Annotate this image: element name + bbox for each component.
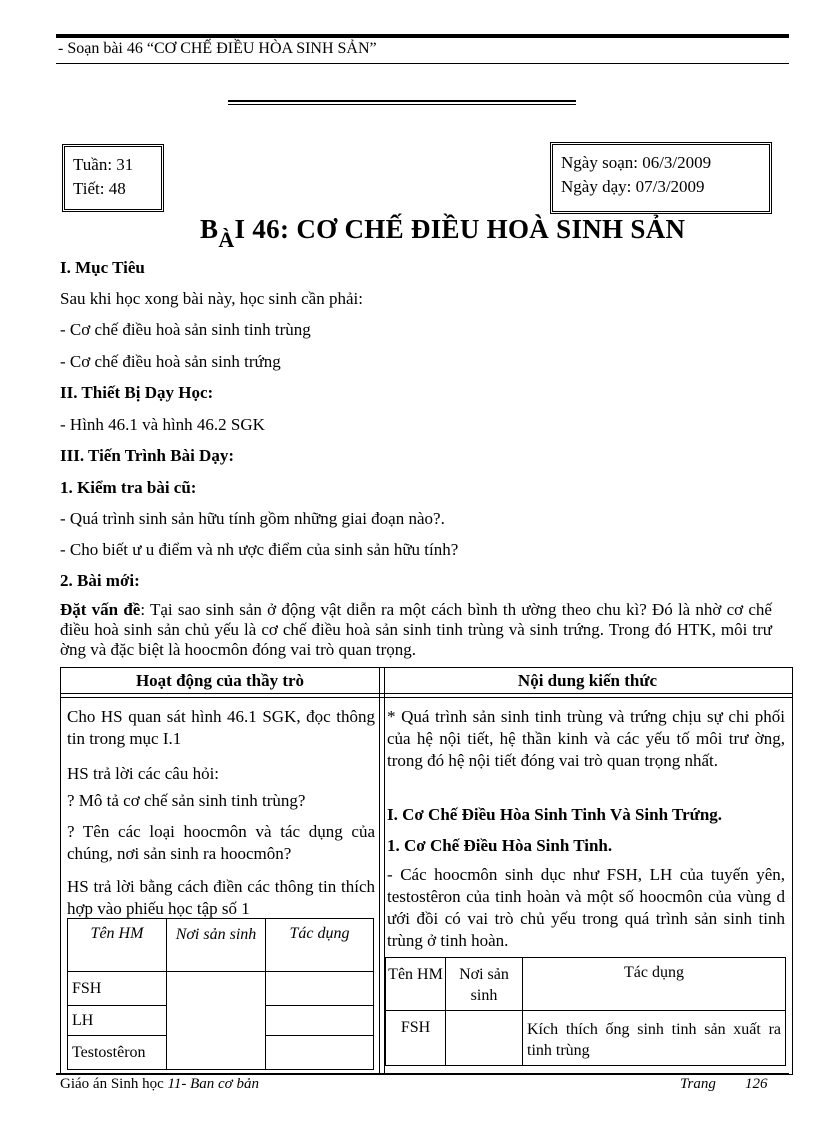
footer-course [60,1076,259,1093]
top-rule-thick [56,34,789,38]
hormone-row-name: FSH [386,1011,446,1066]
page-header: - Soạn bài 46 “CƠ CHẾ ĐIỀU HÒA SINH SẢN” [58,40,377,57]
check-question-2: - Cho biết ư u điểm và nh ược điểm của sinh sản hữu tính? [60,540,459,559]
lesson-title [200,214,686,252]
header-divider [61,693,792,698]
left-paragraph-2: HS trả lời các câu hỏi: [67,764,220,783]
footer-course-label: Giáo án Sinh học [60,1076,168,1092]
worksheet-row-name: LH [68,1006,167,1036]
objectives-intro: Sau khi học xong bài này, học sinh cần phải: [60,289,363,308]
worksheet-row-effect [266,972,374,1006]
left-paragraph-3: ? Mô tả cơ chế sản sinh tinh trùng? [67,791,306,810]
left-paragraph-4: ? Tên các loại hoocmôn và tác dụng của chúng, nơi sản sinh ra hoocmôn? [67,822,375,863]
hormone-row-effect: Kích thích ống sinh tinh sản xuất ra tinh trùng [523,1011,786,1066]
hormone-header-effect: Tác dụng [523,958,786,1011]
center-divider-thin [228,104,576,105]
section-objectives-heading: I. Mục Tiêu [60,258,145,277]
col1-header: Hoạt động của thầy trò [135,671,305,690]
prepared-date: Ngày soạn: 06/3/2009 [561,153,712,172]
footer-page-label: Trang [680,1076,716,1092]
worksheet-row-place [167,972,266,1070]
worksheet-row-name: FSH [68,972,167,1006]
header-underline [56,63,789,64]
worksheet-row-effect [266,1036,374,1070]
footer-course-edition: 11- Ban cơ bản [167,1076,259,1092]
right-heading-2: 1. Cơ Chế Điều Hòa Sinh Tinh. [387,836,613,855]
section-equipment-heading: II. Thiết Bị Dạy Học: [60,383,214,402]
check-heading: 1. Kiểm tra bài cũ: [60,478,197,497]
period-label: Tiết: 48 [73,179,126,198]
worksheet-header-effect: Tác dụng [266,919,374,972]
objective-item-1: - Cơ chế điều hoà sản sinh tinh trùng [60,320,311,339]
title-part-a: À [218,227,235,252]
section-procedure-heading: III. Tiến Trình Bài Dạy: [60,446,234,465]
footer-page-number: 126 [745,1076,768,1092]
hormone-row-place [446,1011,523,1066]
worksheet-row [68,972,374,1006]
lesson-table [60,667,793,1075]
date-box [550,142,772,214]
worksheet-row-effect [266,1006,374,1036]
problem-text: : Tại sao sinh sản ở động vật diễn ra một cách bình th ường theo chu kì? Đó là nhờ cơ chế điều hoà sinh sản chủ yếu là cơ chế điều hoà sản sinh tinh trùng và sinh trứng. Trong đó HTK, môi trư ờng và đặc biệt là hoocmôn đóng vai trò quan trọng. [60,600,772,659]
right-heading-1: I. Cơ Chế Điều Hòa Sinh Tinh Và Sinh Trứng. [387,805,723,824]
hormone-row [386,1011,786,1066]
problem-lead: Đặt vấn đề [60,600,141,619]
right-paragraph-2: - Các hoocmôn sinh dục như FSH, LH của tuyến yên, testostêron của tinh hoàn và một số hoocmôn của vùng d ưới đồi có vai trò chủ yếu trong quá trình sản sinh tinh trùng ở tinh hoàn. [387,865,785,950]
hormone-header-name: Tên HM [386,958,446,1011]
worksheet-header-place: Nơi sản sinh [167,919,266,972]
hormone-header-place: Nơi sản sinh [446,958,523,1011]
taught-date: Ngày dạy: 07/3/2009 [561,177,705,196]
center-divider [228,100,576,102]
objective-item-2: - Cơ chế điều hoà sản sinh trứng [60,352,281,371]
worksheet-row-name: Testostêron [68,1036,167,1070]
hormone-table [385,957,786,1066]
check-question-1: - Quá trình sinh sản hữu tính gồm những giai đoạn nào?. [60,509,445,528]
week-box [62,144,164,212]
worksheet-header-name: Tên HM [68,919,167,972]
left-paragraph-5: HS trả lời bằng cách điền các thông tin thích hợp vào phiếu học tập số 1 [67,877,375,918]
new-lesson-heading: 2. Bài mới: [60,571,140,590]
right-paragraph-1: * Quá trình sản sinh tinh trùng và trứng chịu sự chi phối của hệ nội tiết, hệ thần kinh và các yếu tố môi trư ờng, trong đó hệ nội tiết đóng vai trò quan trọng nhất. [387,707,785,770]
title-part-rest: I 46: CƠ CHẾ ĐIỀU HOÀ SINH SẢN [234,214,686,244]
col2-header: Nội dung kiến thức [517,671,658,690]
title-part-b: B [200,214,219,244]
week-label: Tuần: 31 [73,155,134,174]
hormone-header-row [386,958,786,1011]
worksheet-header-row [68,919,374,972]
worksheet-table [67,918,374,1070]
left-paragraph-1: Cho HS quan sát hình 46.1 SGK, đọc thông tin trong mục I.1 [67,707,375,748]
equipment-item: - Hình 46.1 và hình 46.2 SGK [60,415,265,434]
footer-rule [56,1073,789,1075]
problem-statement [60,600,772,660]
